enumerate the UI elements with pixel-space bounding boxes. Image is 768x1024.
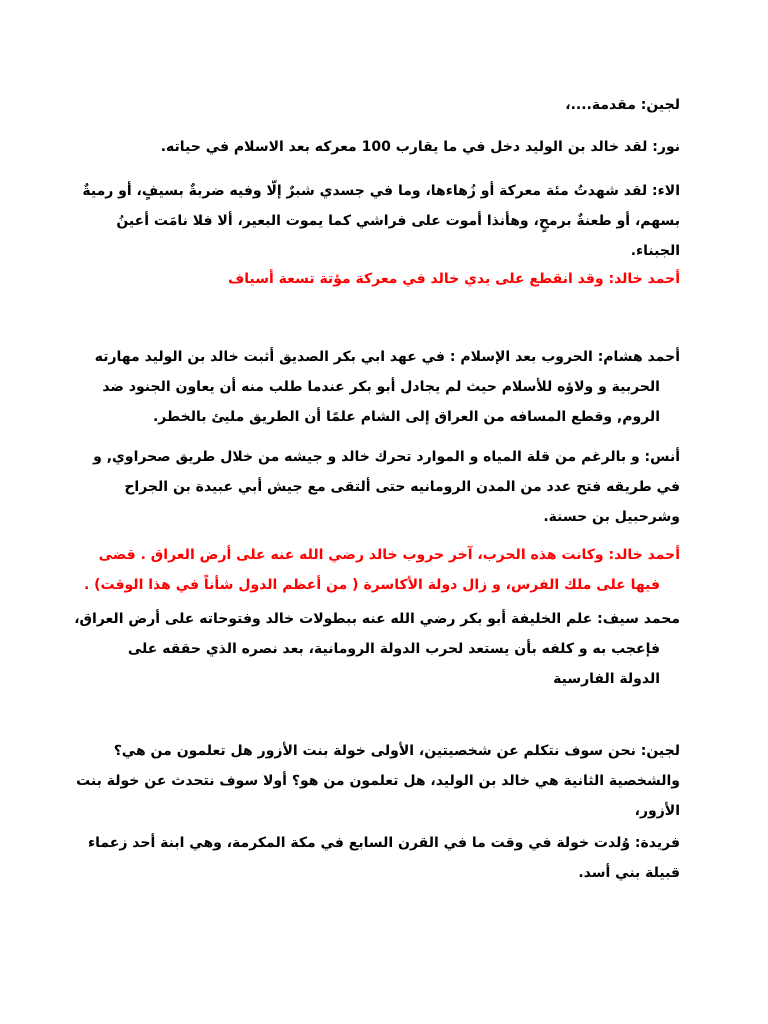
paragraph-mohamed-saif bbox=[60, 604, 680, 694]
text-line: لجين: مقدمة....، bbox=[565, 97, 680, 113]
paragraph-anas bbox=[60, 442, 680, 532]
text-line: نور: لقد خالد بن الوليد دخل في ما يقارب 100 معركه بعد الاسلام في حياته. bbox=[160, 139, 680, 155]
paragraph-nour bbox=[60, 134, 680, 160]
text-line: الحربية و ولاؤه للأسلام حيث لم يجادل أبو بكر عندما طلب منه أن يعاون الجنود ضد bbox=[102, 379, 660, 395]
paragraph-lujain-intro bbox=[60, 92, 680, 118]
text-line: والشخصية الثانية هي خالد بن الوليد، هل تعلمون من هو؟ أولا سوف نتحدث عن خولة بنت bbox=[76, 773, 680, 789]
paragraph-ahmed-khaled-1 bbox=[60, 266, 680, 292]
text-line: قبيلة بني أسد. bbox=[578, 865, 680, 881]
text-line: بسهم، أو طعنةٌ برمحٍ، وهأنذا أموت على فراشي كما يموت البعير، ألا فلا نامَت أعينُ bbox=[116, 213, 680, 229]
text-line: فريدة: وُلدت خولة في وقت ما في القرن السابع في مكة المكرمة، وهي ابنة أحد زعماء bbox=[88, 835, 680, 851]
text-line: في طريقه فتح عدد من المدن الرومانيه حتى ألتقى مع جيش أبي عبيدة بن الجراح bbox=[124, 479, 680, 495]
text-line: محمد سيف: علم الخليفة أبو بكر رضي الله عنه ببطولات خالد وفتوحاته على أرض العراق، bbox=[74, 611, 680, 627]
text-line: وشرحبيل بن حسنة. bbox=[543, 509, 680, 525]
text-line: فيها على ملك الفرس، و زال دولة الأكاسرة ( من أعظم الدول شأناً في هذا الوقت) . bbox=[83, 577, 660, 593]
text-line: فإعجب به و كلفه بأن يستعد لحرب الدولة الرومانية، بعد نصره الذي حققه على bbox=[127, 641, 660, 657]
text-line: أحمد خالد: وقد انقطع على يدي خالد في معركة مؤتة تسعة أسياف bbox=[228, 271, 680, 287]
text-line: الأزور، bbox=[634, 803, 680, 819]
text-line: لجين: نحن سوف نتكلم عن شخصيتين، الأولى خولة بنت الأزور هل تعلمون من هي؟ bbox=[113, 743, 680, 759]
text-line: الجبناء. bbox=[630, 243, 680, 259]
paragraph-alaa bbox=[60, 176, 680, 266]
paragraph-ahmed-khaled-2 bbox=[60, 540, 680, 600]
text-line: الاء: لقد شهدتُ مئة معركة أو زُهاءها، وما في جسدي شبرٌ إلّا وفيه ضربةٌ بسيفٍ، أو رميةٌ bbox=[82, 183, 680, 199]
text-line: الروم, وقطع المسافه من العراق إلى الشام علمًا أن الطريق مليئ بالخطر. bbox=[152, 409, 660, 425]
paragraph-farida bbox=[60, 828, 680, 888]
text-line: أحمد هشام: الحروب بعد الإسلام : في عهد ابي بكر الصديق أثبت خالد بن الوليد مهارته bbox=[94, 349, 680, 365]
paragraph-ahmed-hisham bbox=[60, 342, 680, 432]
paragraph-lujain-characters bbox=[60, 736, 680, 826]
text-line: أنس: و بالرغم من قلة المياه و الموارد تحرك خالد و جيشه من خلال طريق صحراوي, و bbox=[93, 449, 680, 465]
text-line: الدولة الفارسية bbox=[553, 671, 660, 687]
text-line: أحمد خالد: وكانت هذه الحرب، آخر حروب خالد رضي الله عنه على أرض العراق . قضى bbox=[98, 547, 680, 563]
